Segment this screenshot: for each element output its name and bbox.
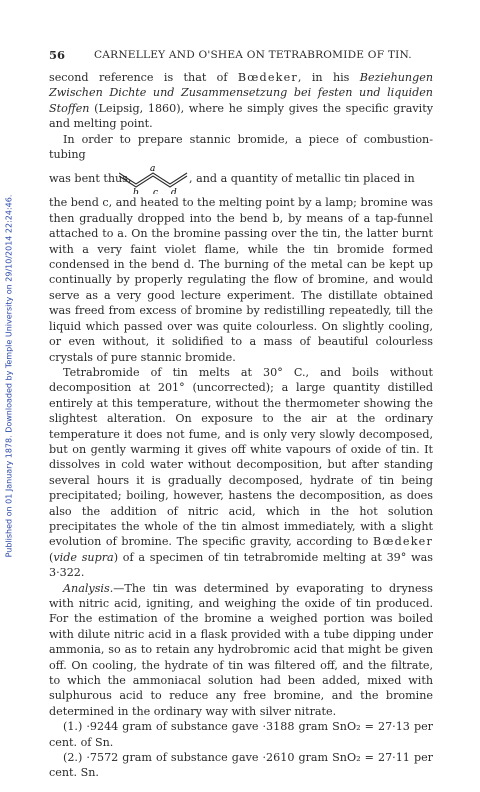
author-name: Bœdeker (237, 71, 298, 84)
author-name-2: Bœdeker (373, 535, 433, 549)
paragraph-analysis: Analysis.—The tin was determined by evaporating to dryness with nitric acid, igniting, and weighing the oxide of tin produced. For the estimation of the bromine a weighed portion was boiled with dilute nitric acid in a flask provided with a tube dipping under ammonia, so as to retain any hydrobromic acid that might be given off. On cooling, the hydrate of tin was filtered off, and the filtrate, to which the ammoniacal solution had been added, mixed with sulphurous acid to reduce any free bromine, and the bromine determined in the ordinary way with silver nitrate. (49, 581, 433, 718)
label-b: b (133, 188, 139, 195)
tube-line-inner (119, 176, 187, 187)
vide-supra: vide supra (53, 550, 114, 564)
analysis-label: Analysis. (63, 581, 114, 595)
download-watermark-text: Published on 01 January 1878. Downloaded by Temple University on 29/10/2014 22:24:46. (4, 194, 14, 558)
label-d: d (171, 188, 177, 195)
download-watermark (2, 96, 16, 656)
work-title: Beziehungen Zwischen Dichte und Zusammensetzung bei festen und liquiden Stoffen (49, 71, 434, 115)
paragraph-3: Tetrabromide of tin melts at 30° C., and boils without decomposition at 201° (uncorrected); a large quantity distilled entirely at this temperature, without the thermometer showing the slightest alteration. On exposure to the air at the ordinary temperature it does not fume, and is only very slowly decomposed, but on gently warming it gives off white vapours of oxide of tin. It dissolves in cold water without decomposition, but after standing several hours it is gradually decomposed, hydrate of tin being precipitated; boiling, however, hastens the decomposition, as does also the addition of nitric acid, which in the hot solution precipitates the whole of the tin almost immediately, with a slight evolution of bromine. The specific gravity, according to Bœdeker (vide supra) of a specimen of tin tetrabromide melting at 39° was 3·322. (49, 365, 433, 580)
diagram-text-before: was bent thus, (49, 172, 132, 186)
bent-tube-diagram (119, 164, 188, 194)
article-body (49, 70, 433, 781)
page-header (49, 48, 433, 62)
tubing-diagram-line (49, 162, 433, 195)
running-head: CARNELLEY AND O'SHEA ON TETRABROMIDE OF TIN. (94, 49, 412, 61)
page-number: 56 (49, 48, 66, 62)
paragraph-2-lead: In order to prepare stannic bromide, a piece of combustion-tubing (49, 132, 433, 162)
result-2: (2.) ·7572 gram of substance gave ·2610 gram SnO₂ = 27·11 per cent. Sn. (49, 751, 433, 780)
label-c: c (153, 188, 159, 195)
label-a: a (150, 164, 156, 175)
paragraph-1: second reference is that of Bœdeker, in his Beziehungen Zwischen Dichte und Zusammensetzung bei festen und liquiden Stoffen (Leipsig, 1860), where he simply gives the specific gravity and melting point. (49, 71, 434, 131)
result-1: (1.) ·9244 gram of substance gave ·3188 gram SnO₂ = 27·13 per cent. of Sn. (49, 720, 433, 749)
paragraph-2-rest: the bend c, and heated to the melting point by a lamp; bromine was then gradually dropped into the bend b, by means of a tap-funnel attached to a. On the bromine passing over the tin, the latter burnt with a very faint violet flame, while the tin bromide formed condensed in the bend d. The burning of the metal can be kept up continually by properly regulating the flow of bromine, and would serve as a very good lecture experiment. The distillate obtained was freed from excess of bromine by redistilling repeatedly, till the liquid which passed over was quite colourless. On slightly cooling, or even without, it solidified to a mass of beautiful colourless crystals of pure stannic bromide. (49, 196, 433, 364)
diagram-text-after: , and a quantity of metallic tin placed in (189, 172, 415, 186)
